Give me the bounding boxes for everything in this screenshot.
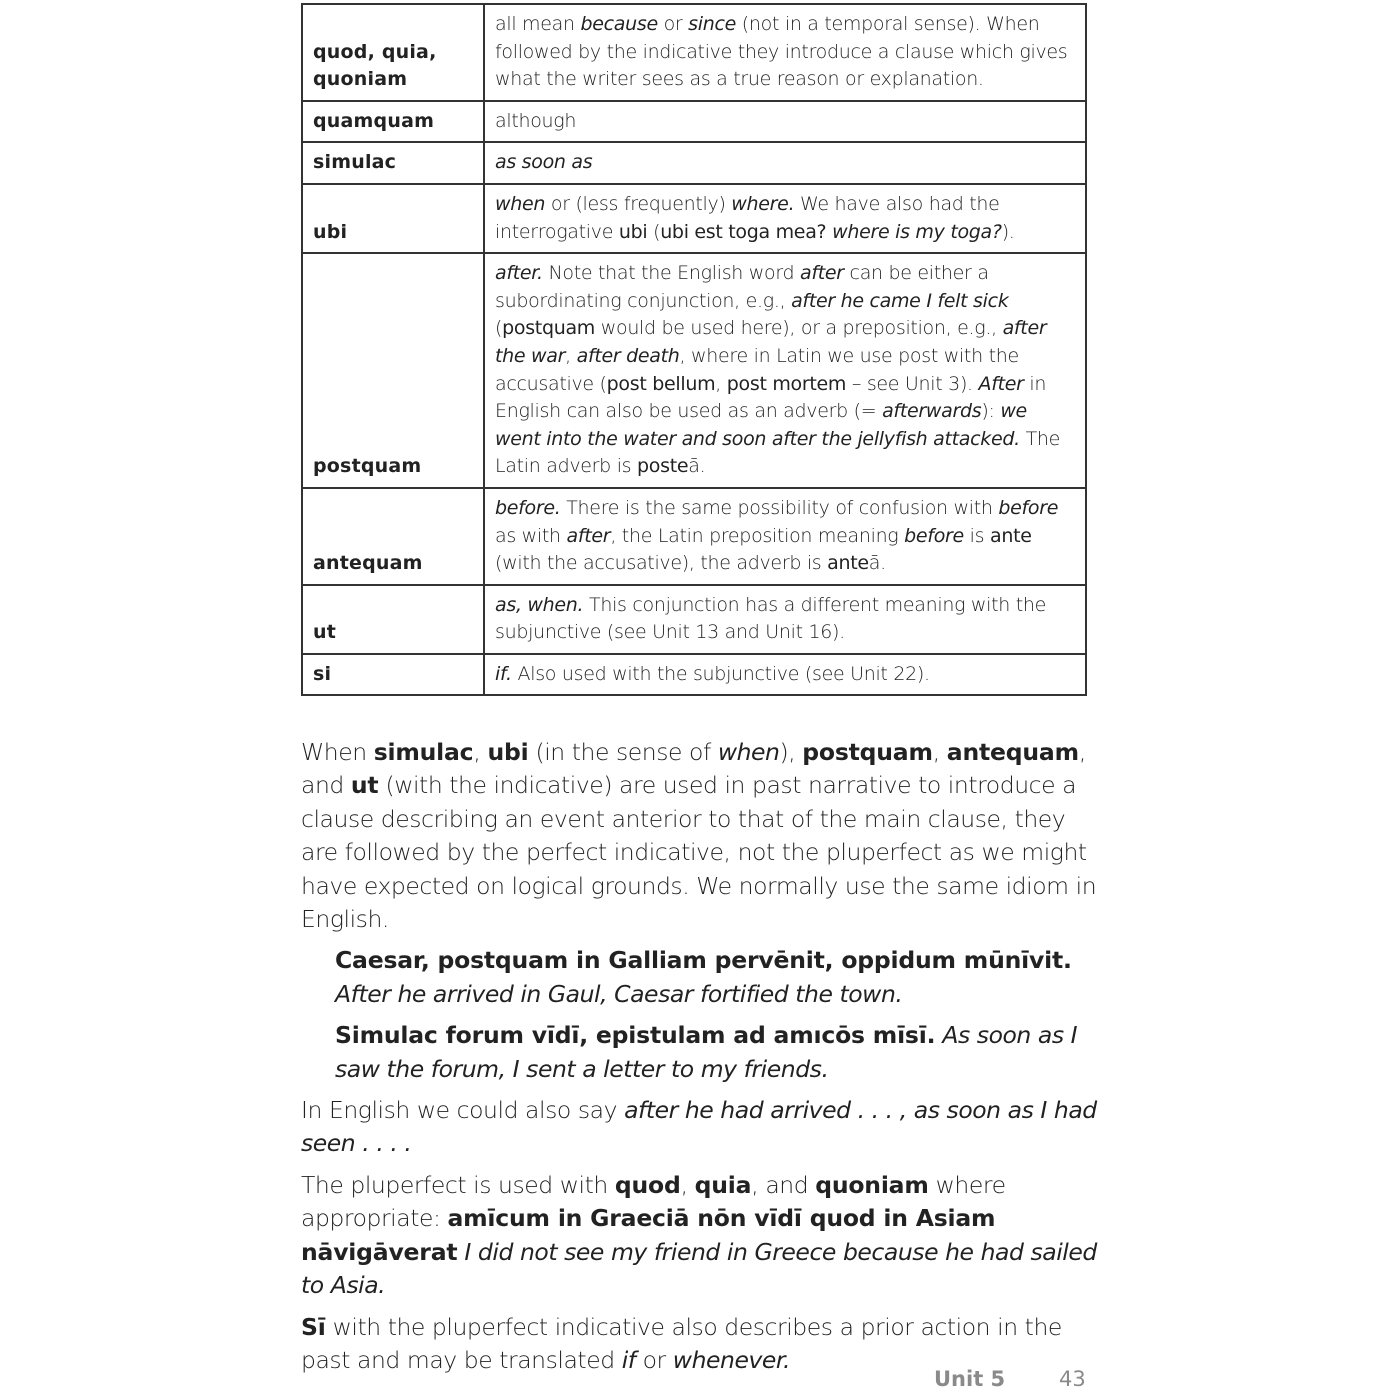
text-run: can be either a subordinating conjunction, e.g., [495, 262, 989, 312]
italic-text: because [580, 13, 658, 35]
text-run: (in the sense of [528, 738, 718, 766]
conjunction-term: postquam [302, 253, 484, 488]
text-run: , and [301, 738, 1086, 800]
bold-text: quod [614, 1170, 681, 1199]
text-run: as with [495, 524, 567, 547]
table-row [302, 184, 1086, 253]
conjunction-definition [484, 585, 1086, 654]
italic-text: After he arrived in Gaul, Caesar fortified the town. [335, 979, 903, 1008]
bold-text: quia [694, 1170, 752, 1199]
text-run: ā. [688, 455, 706, 478]
italic-text: I did not see my friend in Greece because he had sailed to Asia. [301, 1237, 1097, 1300]
table-row [302, 585, 1086, 654]
bold-text: quoniam [815, 1170, 929, 1199]
text-run: , where in Latin we use post with the accusative ( [495, 344, 1019, 395]
text-run: ( [495, 317, 503, 340]
text-run: where appropriate: [301, 1170, 1006, 1233]
text-run: ), [779, 738, 803, 766]
bold-text: Caesar, postquam in Galliam pervēnit, oppidum mūnīvit. [335, 946, 1072, 975]
text-run: , [932, 738, 947, 766]
italic-text: after [800, 262, 844, 285]
table-row [302, 4, 1086, 101]
paragraph [301, 1094, 1101, 1161]
italic-text: if [621, 1345, 636, 1374]
text-run: is [963, 524, 990, 547]
bold-text: postquam [502, 317, 596, 340]
text-run: Note that the English word [542, 262, 801, 285]
bold-text: antequam [946, 738, 1079, 766]
italic-text: as soon as [495, 151, 593, 174]
text-run: (with the accusative), the adverb is [495, 552, 828, 575]
italic-text: where is my toga? [832, 220, 1002, 243]
text-run: , [565, 344, 577, 367]
example-sentence [301, 1019, 1101, 1086]
italic-text: where. [731, 192, 795, 215]
text-run: ). [1001, 220, 1015, 243]
text-run: Also used with the subjunctive (see Unit 22). [511, 662, 930, 685]
conjunction-term: ubi [302, 184, 484, 253]
italic-text: before. [495, 496, 561, 519]
conjunction-definition [484, 184, 1086, 253]
conjunction-definition [484, 488, 1086, 585]
text-run: would be used here), or a preposition, e.g., [595, 317, 1003, 340]
italic-text: whenever. [672, 1345, 791, 1374]
italic-text: when [717, 738, 780, 766]
bold-text: post mortem [726, 372, 847, 395]
text-run: The pluperfect is used with [301, 1170, 615, 1199]
page-footer [934, 1367, 1086, 1391]
text-run: all mean [495, 13, 581, 35]
text-run: although [495, 109, 577, 132]
italic-text: after he came I felt sick [791, 289, 1009, 312]
page-number: 43 [1059, 1367, 1086, 1391]
text-run: In English we could also say [301, 1096, 625, 1125]
italic-text: as, when. [495, 593, 584, 616]
paragraph [301, 736, 1101, 936]
conjunction-definition [484, 253, 1086, 488]
conjunction-definition [484, 142, 1086, 184]
bold-text: ante [989, 524, 1032, 547]
table-row [302, 654, 1086, 696]
bold-text: post bellum [606, 372, 716, 395]
italic-text: when [495, 192, 546, 215]
table-row [302, 101, 1086, 143]
body-text [301, 736, 1101, 1385]
conjunction-term: antequam [302, 488, 484, 585]
bold-text: ubi est toga mea? [660, 220, 827, 243]
text-run: When [301, 738, 374, 766]
conjunction-term: simulac [302, 142, 484, 184]
italic-text: after the war [495, 317, 1047, 367]
bold-text: postquam [802, 738, 933, 766]
text-run: (not in a temporal sense). When followed by the indicative they introduce a clause which gives what the writer sees as a true reason or explanation. [495, 13, 1068, 91]
conjunction-definition [484, 4, 1086, 101]
bold-text: Sī [301, 1312, 326, 1341]
text-run: , [473, 738, 488, 766]
bold-text: amīcum in Graeciā nōn vīdī quod in Asiam nāvigāverat [301, 1204, 996, 1266]
italic-text: afterwards [882, 400, 982, 423]
text-run: We have also had the interrogative [495, 192, 1000, 243]
text-run: – see Unit 3). [846, 372, 979, 395]
bold-text: ut [350, 771, 379, 800]
conjunction-definition [484, 654, 1086, 696]
text-run: or (less frequently) [545, 192, 732, 215]
italic-text: after. [495, 262, 543, 285]
conjunction-table-body [302, 4, 1086, 695]
text-run: or [635, 1345, 673, 1374]
italic-text: after [566, 524, 611, 547]
italic-text: after he had arrived . . . , as soon as I had seen . . . . [301, 1096, 1097, 1158]
text-run: ( [647, 220, 661, 243]
bold-text: poste [637, 455, 689, 478]
text-run: ā. [868, 552, 886, 575]
text-run: with the pluperfect indicative also describes a prior action in the past and may be translated [301, 1312, 1062, 1374]
text-run: This conjunction has a different meaning with the subjunctive (see Unit 13 and Unit 16). [495, 593, 1047, 644]
text-run: ): [981, 400, 1001, 423]
italic-text: As soon as I saw the forum, I sent a letter to my friends. [335, 1021, 1078, 1083]
bold-text: Simulac forum vīdī, epistulam ad amıcōs mīsī. [335, 1021, 936, 1050]
conjunction-table [301, 3, 1087, 696]
conjunction-term: quamquam [302, 101, 484, 143]
bold-text: ubi [487, 738, 529, 766]
footer-unit-label: Unit 5 [934, 1367, 1006, 1391]
conjunction-term: si [302, 654, 484, 696]
table-row [302, 142, 1086, 184]
text-run: or [657, 13, 689, 35]
conjunction-term: ut [302, 585, 484, 654]
italic-text: since [688, 13, 737, 35]
text-run: , and [751, 1170, 816, 1199]
example-sentence [301, 944, 1101, 1011]
text-run: There is the same possibility of confusion with [560, 496, 999, 519]
bold-text: ubi [618, 220, 648, 243]
conjunction-definition [484, 101, 1086, 143]
italic-text: after death [576, 344, 680, 367]
paragraph [301, 1169, 1101, 1303]
conjunction-term: quod, quia, quoniam [302, 4, 484, 101]
italic-text: before [904, 524, 964, 547]
italic-text: before [998, 496, 1059, 519]
text-run: , [715, 372, 727, 395]
table-row [302, 253, 1086, 488]
bold-text: ante [827, 552, 869, 575]
text-run: , the Latin preposition meaning [610, 524, 905, 547]
bold-text: simulac [373, 738, 474, 766]
italic-text: After [978, 372, 1024, 395]
text-run: (with the indicative) are used in past narrative to introduce a clause describing an event anterior to that of the main clause, they are followed by the perfect indicative, not the pluperfect as we might have expected on logical grounds. We normally use the same idiom in English. [301, 771, 1097, 934]
italic-text: we went into the water and soon after the jellyfish attacked. [495, 400, 1027, 450]
text-run: in English can also be used as an adverb (= [495, 372, 1047, 423]
text-run: , [680, 1170, 695, 1199]
text-run: The Latin adverb is [495, 427, 1061, 478]
table-row [302, 488, 1086, 585]
italic-text: if. [495, 662, 512, 685]
